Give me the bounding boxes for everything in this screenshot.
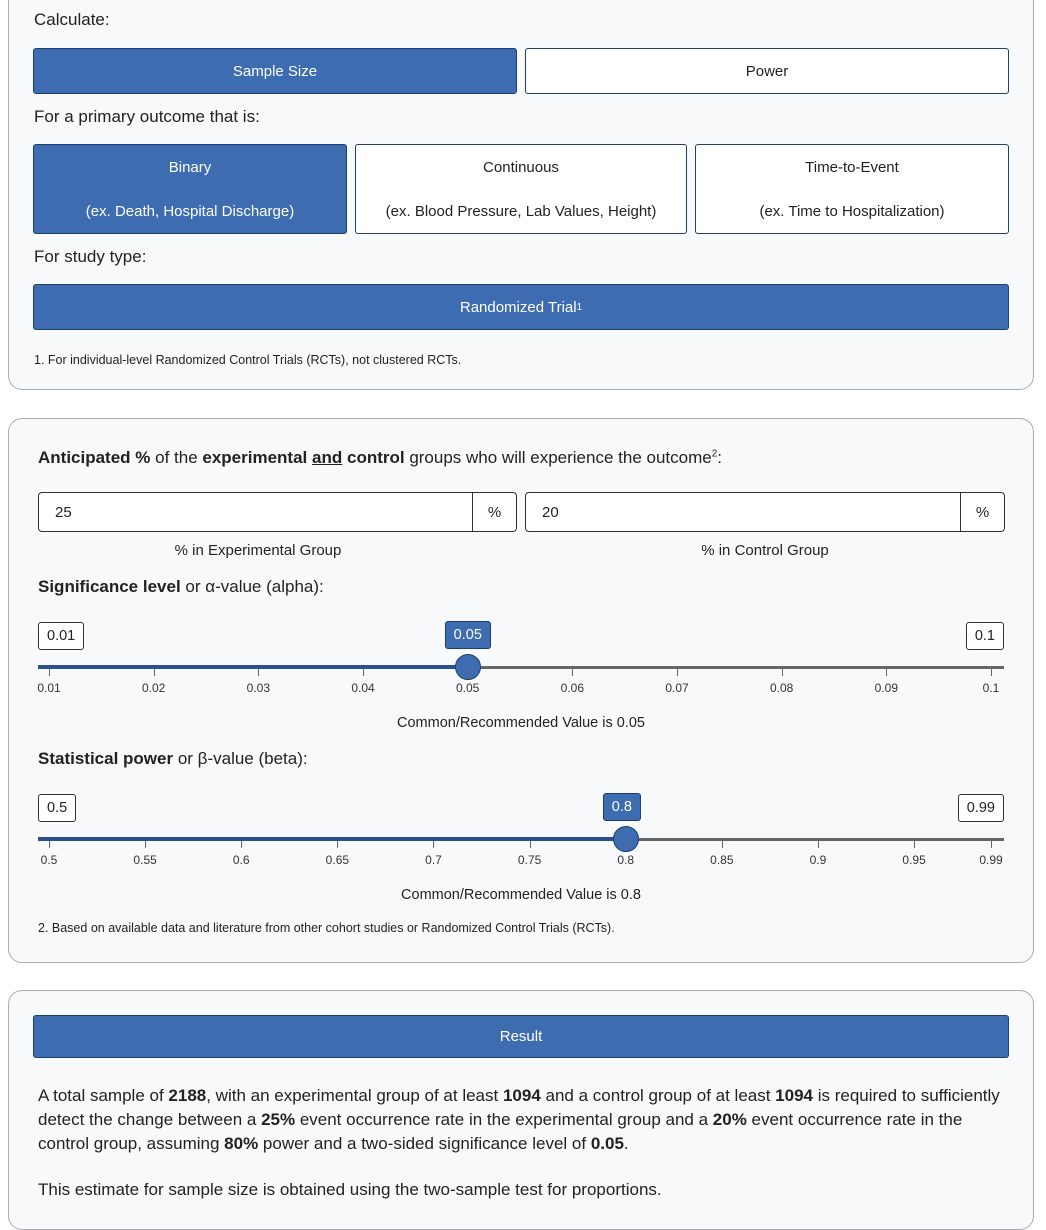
result-alpha: 0.05 (590, 1134, 624, 1153)
alpha-tick-label: 0.04 (351, 681, 375, 695)
study-footnote: 1. For individual-level Randomized Control Trials (RCTs), not clustered RCTs. (34, 353, 462, 367)
beta-tick (145, 841, 146, 848)
anticipated-text-1: of the (150, 448, 203, 467)
alpha-tick-label: 0.01 (37, 681, 61, 695)
beta-tick-label: 0.55 (133, 853, 157, 867)
study-type-label: For study type: (34, 247, 147, 266)
alpha-common-value: Common/Recommended Value is 0.05 (397, 715, 645, 731)
alpha-max-value: 0.1 (966, 622, 1004, 650)
control-bold: control (346, 448, 405, 467)
outcome-label: For a primary outcome that is: (34, 107, 260, 126)
alpha-fill (38, 665, 468, 669)
beta-tick (433, 841, 434, 848)
beta-tick (49, 841, 50, 848)
continuous-outcome-button[interactable] (355, 144, 687, 234)
result-text-7: power and a two-sided significance level of (258, 1134, 591, 1153)
anticipated-text-4: groups who will experience the outcome (404, 448, 712, 467)
beta-tick (914, 841, 915, 848)
beta-common-value: Common/Recommended Value is 0.8 (401, 887, 641, 903)
alpha-tick (572, 669, 573, 676)
alpha-heading (38, 577, 324, 597)
alpha-tick (991, 669, 992, 676)
beta-thumb[interactable] (613, 826, 639, 852)
control-group-label: % in Control Group (701, 542, 829, 559)
beta-tick (337, 841, 338, 848)
alpha-tick-label: 0.05 (455, 681, 480, 695)
footnote-marker-2: 2 (711, 448, 718, 460)
randomized-trial-button[interactable] (33, 284, 1009, 330)
alpha-tick-label: 0.06 (560, 681, 585, 695)
alpha-tick (782, 669, 783, 676)
beta-tick-label: 0.7 (425, 853, 442, 867)
result-experimental-rate: 25% (261, 1110, 296, 1129)
time-to-event-title: Time-to-Event (805, 159, 899, 176)
randomized-trial-label: Randomized Trial (459, 298, 577, 316)
beta-tick-label: 0.65 (325, 853, 350, 867)
beta-fill (38, 837, 626, 841)
result-total: 2188 (168, 1086, 207, 1105)
alpha-tick (677, 669, 678, 676)
binary-example: (ex. Death, Hospital Discharge) (85, 203, 295, 220)
alpha-tick-label: 0.07 (665, 681, 689, 695)
beta-tick-label: 0.9 (809, 853, 827, 867)
result-method: This estimate for sample size is obtained using the two-sample test for proportions. (38, 1180, 662, 1199)
control-percent-unit: % (960, 493, 1004, 531)
beta-tick-label: 0.5 (40, 853, 58, 867)
beta-tick-label: 0.95 (902, 853, 926, 867)
experimental-group-label: % in Experimental Group (174, 542, 342, 559)
alpha-current-value: 0.05 (445, 621, 491, 649)
beta-tick (626, 841, 627, 848)
result-control-n: 1094 (775, 1086, 813, 1105)
beta-tick (991, 841, 992, 848)
experimental-percent-input[interactable] (39, 493, 472, 531)
result-text-8: . (623, 1134, 629, 1153)
result-text-5: event occurrence rate in the experimental group and a (295, 1110, 713, 1129)
alpha-tick (468, 669, 469, 676)
beta-tick-label: 0.8 (617, 853, 635, 867)
binary-title: Binary (168, 159, 212, 176)
alpha-tick-label: 0.08 (769, 681, 794, 695)
beta-heading (38, 749, 308, 769)
continuous-title: Continuous (483, 159, 559, 176)
continuous-example: (ex. Blood Pressure, Lab Values, Height) (385, 203, 657, 220)
alpha-tick (363, 669, 364, 676)
beta-tick-label: 0.85 (710, 853, 734, 867)
sample-size-button[interactable]: Sample Size (33, 48, 517, 94)
experimental-bold: experimental (202, 448, 308, 467)
alpha-bold: Significance level (38, 577, 181, 596)
beta-text: or β-value (beta): (173, 749, 308, 768)
result-text-4: is required to sufficiently detect the change between a (38, 1086, 1000, 1129)
beta-current-value: 0.8 (603, 793, 641, 821)
experimental-percent-unit: % (472, 493, 516, 531)
alpha-tick-label: 0.1 (982, 681, 1000, 695)
experimental-percent-field (38, 492, 517, 532)
alpha-tick-label: 0.03 (246, 681, 271, 695)
alpha-tick-label: 0.09 (874, 681, 899, 695)
beta-tick-label: 0.75 (517, 853, 542, 867)
alpha-tick (49, 669, 50, 676)
result-experimental-n: 1094 (502, 1086, 541, 1105)
time-to-event-outcome-button[interactable] (695, 144, 1009, 234)
control-percent-field (525, 492, 1005, 532)
beta-tick (722, 841, 723, 848)
power-button[interactable]: Power (525, 48, 1009, 94)
result-text-2: , with an experimental group of at least (206, 1086, 503, 1105)
beta-tick-label: 0.6 (232, 853, 250, 867)
beta-tick (530, 841, 531, 848)
alpha-tick-label: 0.02 (141, 681, 166, 695)
alpha-min-value: 0.01 (38, 622, 84, 650)
parameters-footnote: 2. Based on available data and literature from other cohort studies or Randomized Control Trials (RCTs). (38, 921, 615, 935)
beta-tick-label: 0.99 (979, 853, 1003, 867)
anticipated-heading (38, 448, 722, 468)
alpha-tick (258, 669, 259, 676)
beta-tick (818, 841, 819, 848)
beta-min-value: 0.5 (38, 794, 76, 822)
result-button[interactable]: Result (33, 1015, 1009, 1058)
anticipated-text-5: : (717, 448, 723, 467)
beta-tick (241, 841, 242, 848)
alpha-tick (154, 669, 155, 676)
result-text-3: and a control group of at least (540, 1086, 776, 1105)
anticipated-bold: Anticipated % (38, 448, 151, 467)
beta-bold: Statistical power (38, 749, 174, 768)
and-bold: and (312, 448, 343, 467)
result-control-rate: 20% (712, 1110, 747, 1129)
beta-max-value: 0.99 (958, 794, 1004, 822)
result-text-6: event occurrence rate in the control group, assuming (38, 1110, 963, 1153)
alpha-text: or α-value (alpha): (180, 577, 324, 596)
alpha-tick (886, 669, 887, 676)
footnote-marker-1: 1 (576, 301, 583, 313)
result-power: 80% (224, 1134, 259, 1153)
result-summary (38, 1084, 1013, 1156)
binary-outcome-button[interactable] (33, 144, 347, 234)
calculate-label: Calculate: (34, 10, 110, 29)
result-text-1: A total sample of (38, 1086, 169, 1105)
time-to-event-example: (ex. Time to Hospitalization) (759, 203, 945, 220)
control-percent-input[interactable] (526, 493, 960, 531)
alpha-thumb[interactable] (455, 654, 481, 680)
